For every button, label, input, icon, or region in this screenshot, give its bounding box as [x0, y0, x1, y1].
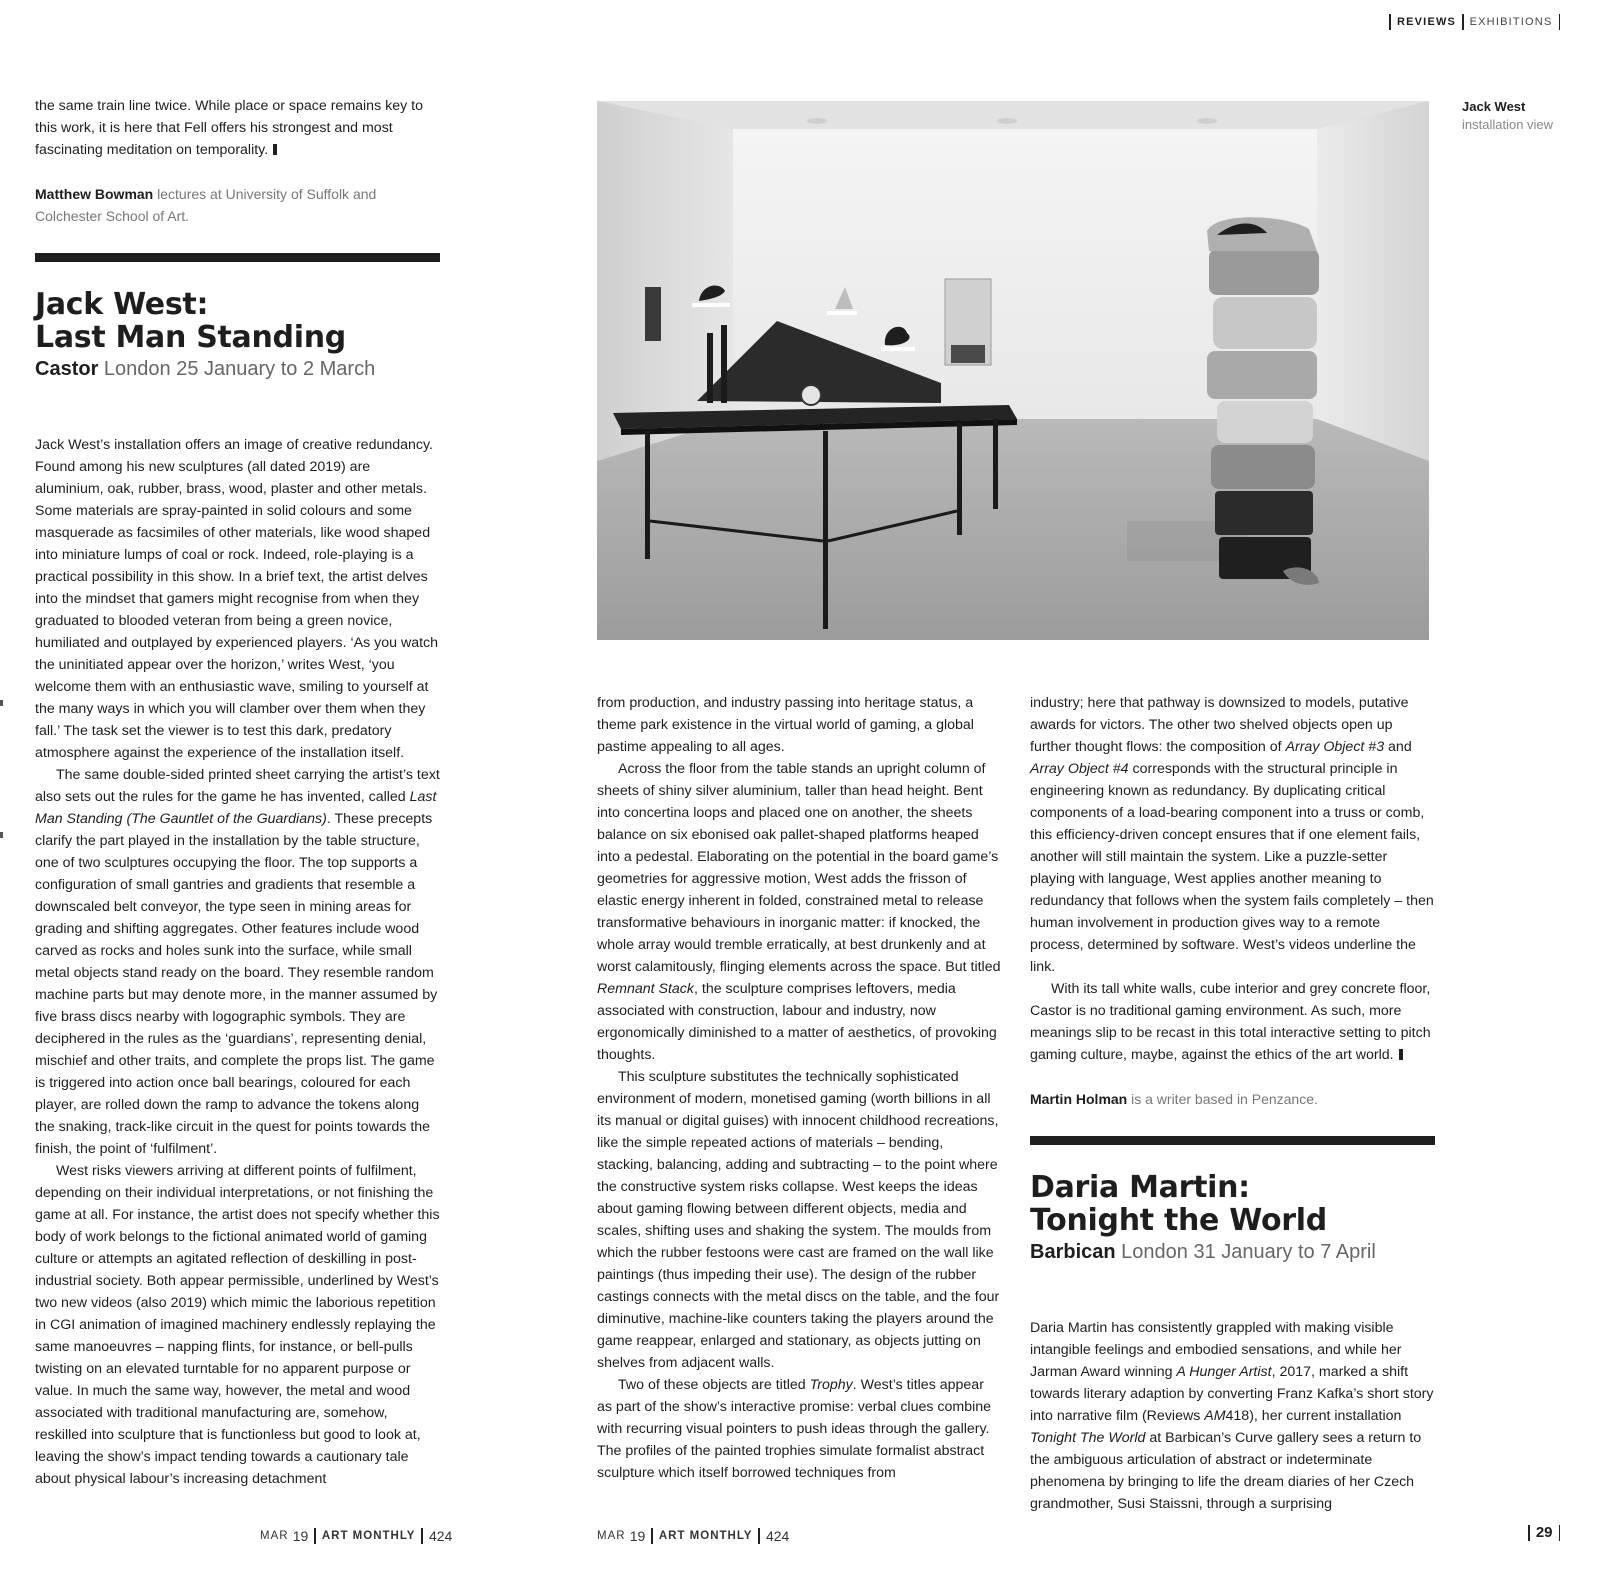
caption-subtitle: installation view [1462, 117, 1554, 132]
photo-caption [1462, 98, 1553, 134]
end-mark [1399, 1049, 1403, 1060]
author-bio: is a writer based in Penzance. [1127, 1091, 1318, 1107]
author-name: Martin Holman [1030, 1091, 1128, 1107]
divider [1389, 14, 1391, 30]
folio-issue: 424 [428, 1528, 453, 1544]
subsection-label: EXHIBITIONS [1469, 16, 1553, 28]
paragraph: industry; here that pathway is downsized to models, putative awards for victors. The other two shelved objects open up further thought flows: the composition of Array Object #3 and Array Object #4 corresponds with the structural principle in engineering known as redundancy. By duplicating critical components of a load-bearing component into a truss or comb, this efficiency-driven concept ensures that if one element fails, another will still maintain the system. Like a puzzle-setter playing with language, West applies another meaning to redundancy that follows when the system fails completely – then human involvement in production gives way to a remote process, determined by software. West’s videos underline the link. [1030, 695, 1434, 975]
folio-magazine: ART MONTHLY [658, 1530, 753, 1542]
divider [421, 1528, 423, 1544]
byline-jack-west [1030, 1088, 1435, 1110]
paragraph: Daria Martin has consistently grappled with making visible intangible feelings and embodied sensations, and while her Jarman Award winning A Hunger Artist, 2017, marked a shift towards literary adaption by converting Franz Kafka’s short story into narrative film (Reviews AM418), her current installation Tonight The World at Barbican’s Curve gallery sees a return to the ambiguous articulation of abstract or indeterminate phenomena by bringing to life the dream diaries of her Czech grandmother, Susi Staissni, through a surprising [1030, 1320, 1434, 1512]
folio-month: MAR [597, 1530, 626, 1542]
folio-middle [597, 1528, 789, 1544]
folio-left [260, 1528, 452, 1544]
paragraph: Two of these objects are titled Trophy. West’s titles appear as part of the show’s interactive promise: verbal clues combine with recurring visual pointers to push ideas through the gallery. The profiles of the painted trophies simulate formalist abstract sculpture which itself borrowed techniques from [597, 1377, 992, 1481]
paragraph: Across the floor from the table stands an upright column of sheets of shiny silver aluminium, taller than head height. Bent into concertina loops and placed one on another, the sheets balance on six ebonised oak pallet-shaped platforms heaped into a pedestal. Elaborating on the potential in the board game’s geometries for aggressive motion, West adds the frisson of elastic energy inherent in folded, constrained metal to release transformative behaviours in inorganic matter: if knocked, the whole array would tremble erratically, at best drunkenly and at worst calamitously, flinging elements across the space. But titled Remnant Stack, the sculpture comprises leftovers, media associated with construction, labour and industry, now ergonomically diminished to a matter of aesthetics, of provoking thoughts. [597, 761, 1001, 1063]
divider [1462, 14, 1464, 30]
byline-previous [35, 183, 440, 227]
folio-year: 19 [629, 1528, 646, 1544]
divider [651, 1528, 653, 1544]
section-header [1383, 14, 1566, 30]
section-rule [35, 253, 440, 262]
venue-line [1030, 1239, 1435, 1265]
folio-magazine: ART MONTHLY [321, 1530, 416, 1542]
column-2 [597, 692, 1002, 1484]
paragraph: The same double-sided printed sheet carrying the artist’s text also sets out the rules for the game he has invented, called Last Man Standing (The Gauntlet of the Guardians). These precepts clarify the part played in the installation by the table structure, one of two sculptures occupying the floor. The top supports a configuration of small gantries and gradients that resemble a downscaled belt conveyor, the type seen in mining areas for grading and shifting aggregates. Other features include wood carved as rocks and holes sunk into the surface, while small metal objects stand ready on the board. They resemble random machine parts but may denote more, in the manner assumed by five brass discs nearby with logographic symbols. They are deciphered in the rules as the ‘guardians’, representing denial, mischief and other traits, and complete the props list. The game is triggered into action once ball bearings, coloured for each player, are rolled down the ramp to advance the tokens along the snaking, track-like circuit in the quest for points towards the finish, the point of ‘fulfilment’. [35, 767, 440, 1157]
end-mark [273, 144, 277, 155]
section-rule [1030, 1136, 1435, 1145]
paragraph: Jack West’s installation offers an image of creative redundancy. Found among his new sculptures (all dated 2019) are aluminium, oak, rubber, brass, wood, plaster and other metals. Some materials are spray-painted in solid colours and some masquerade as facsimiles of other materials, like wood shaped into miniature lumps of coal or rock. Indeed, role-playing is a practical possibility in this show. In a brief text, the artist delves into the mindset that gamers might recognise from when they graduated to blooded veteran from being a green novice, humiliated and outplayed by experienced players. ‘As you watch the uninitiated appear over the horizon,’ writes West, ‘you welcome them with an enthusiastic wave, smiling to yourself at the many ways in which you will clamber over them when they fall.’ The task set the viewer is to test this dark, predatory atmosphere against the experience of the installation itself. [35, 437, 439, 761]
divider [314, 1528, 316, 1544]
folio-year: 19 [292, 1528, 309, 1544]
folio-month: MAR [260, 1530, 289, 1542]
review-title: Daria Martin: Tonight the World [1030, 1170, 1327, 1238]
divider [1528, 1525, 1530, 1541]
folio-issue: 424 [765, 1528, 790, 1544]
author-name: Matthew Bowman [35, 186, 154, 202]
review-title: Jack West: Last Man Standing [35, 287, 346, 355]
paragraph: West risks viewers arriving at different points of fulfilment, depending on their individual interpretations, or not finishing the game at all. For instance, the artist does not specify whether this body of work belongs to the fictional animated world of gaming culture or attempts an agitated reflection of deskilling in post-industrial society. Both appear permissible, underlined by West’s two new videos (also 2019) which mimic the laborious repetition in CGI animation of imagined machinery endlessly replaying the same manoeuvres – napping flints, for instance, or bell-pulls twisting on an elevated turntable for no apparent purpose or value. In much the same way, however, the metal and wood associated with traditional manufacturing are, somehow, reskilled into sculpture that is functionless but good to look at, leaving the show’s impact tending towards a cautionary tale about physical labour’s increasing detachment [35, 1163, 440, 1487]
divider [758, 1528, 760, 1544]
edge-mark [0, 700, 3, 706]
venue-name: Barbican [1030, 1241, 1116, 1263]
caption-title: Jack West [1462, 99, 1526, 114]
installation-photo [597, 101, 1429, 640]
column-3 [1030, 692, 1435, 1515]
page-number: 29 [1522, 1524, 1566, 1541]
paragraph: With its tall white walls, cube interior and grey concrete floor, Castor is no traditional gaming environment. As such, more meanings slip to be recast in this total interactive setting to pitch gaming culture, maybe, against the ethics of the art world. [1030, 981, 1431, 1063]
venue-details: London 25 January to 2 March [98, 358, 376, 380]
venue-details: London 31 January to 7 April [1115, 1241, 1376, 1263]
paragraph: This sculpture substitutes the technically sophisticated environment of modern, monetised gaming (worth billions in all its manual or digital guises) with innocent childhood recreations, like the simple repeated actions of materials – bending, stacking, balancing, adding and subtracting – to the point where the constructive system risks collapse. West keeps the ideas about gaming flowing between different objects, media and scales, shifting uses and shaking the system. The moulds from which the rubber festoons were cast are framed on the wall like paintings (thus impeding their use). The design of the rubber castings connects with the metal discs on the table, and the four diminutive, machine-like counters taking the players around the game reappear, enlarged and stationary, as objects jutting on shelves from adjacent walls. [597, 1069, 1000, 1371]
column-1 [35, 95, 440, 1490]
venue-line [35, 356, 440, 382]
previous-review-ending: the same train line twice. While place or space remains key to this work, it is here that Fell offers his strongest and most fascinating meditation on temporality. [35, 98, 423, 158]
divider [1559, 14, 1561, 30]
paragraph: from production, and industry passing into heritage status, a theme park existence in the virtual world of gaming, a global pastime appealing to all ages. [597, 695, 974, 755]
author-bio: lectures at University of Suffolk and Colchester School of Art. [35, 186, 377, 224]
section-label: REVIEWS [1396, 16, 1457, 28]
venue-name: Castor [35, 358, 99, 380]
divider [1559, 1525, 1561, 1541]
edge-mark [0, 832, 3, 838]
